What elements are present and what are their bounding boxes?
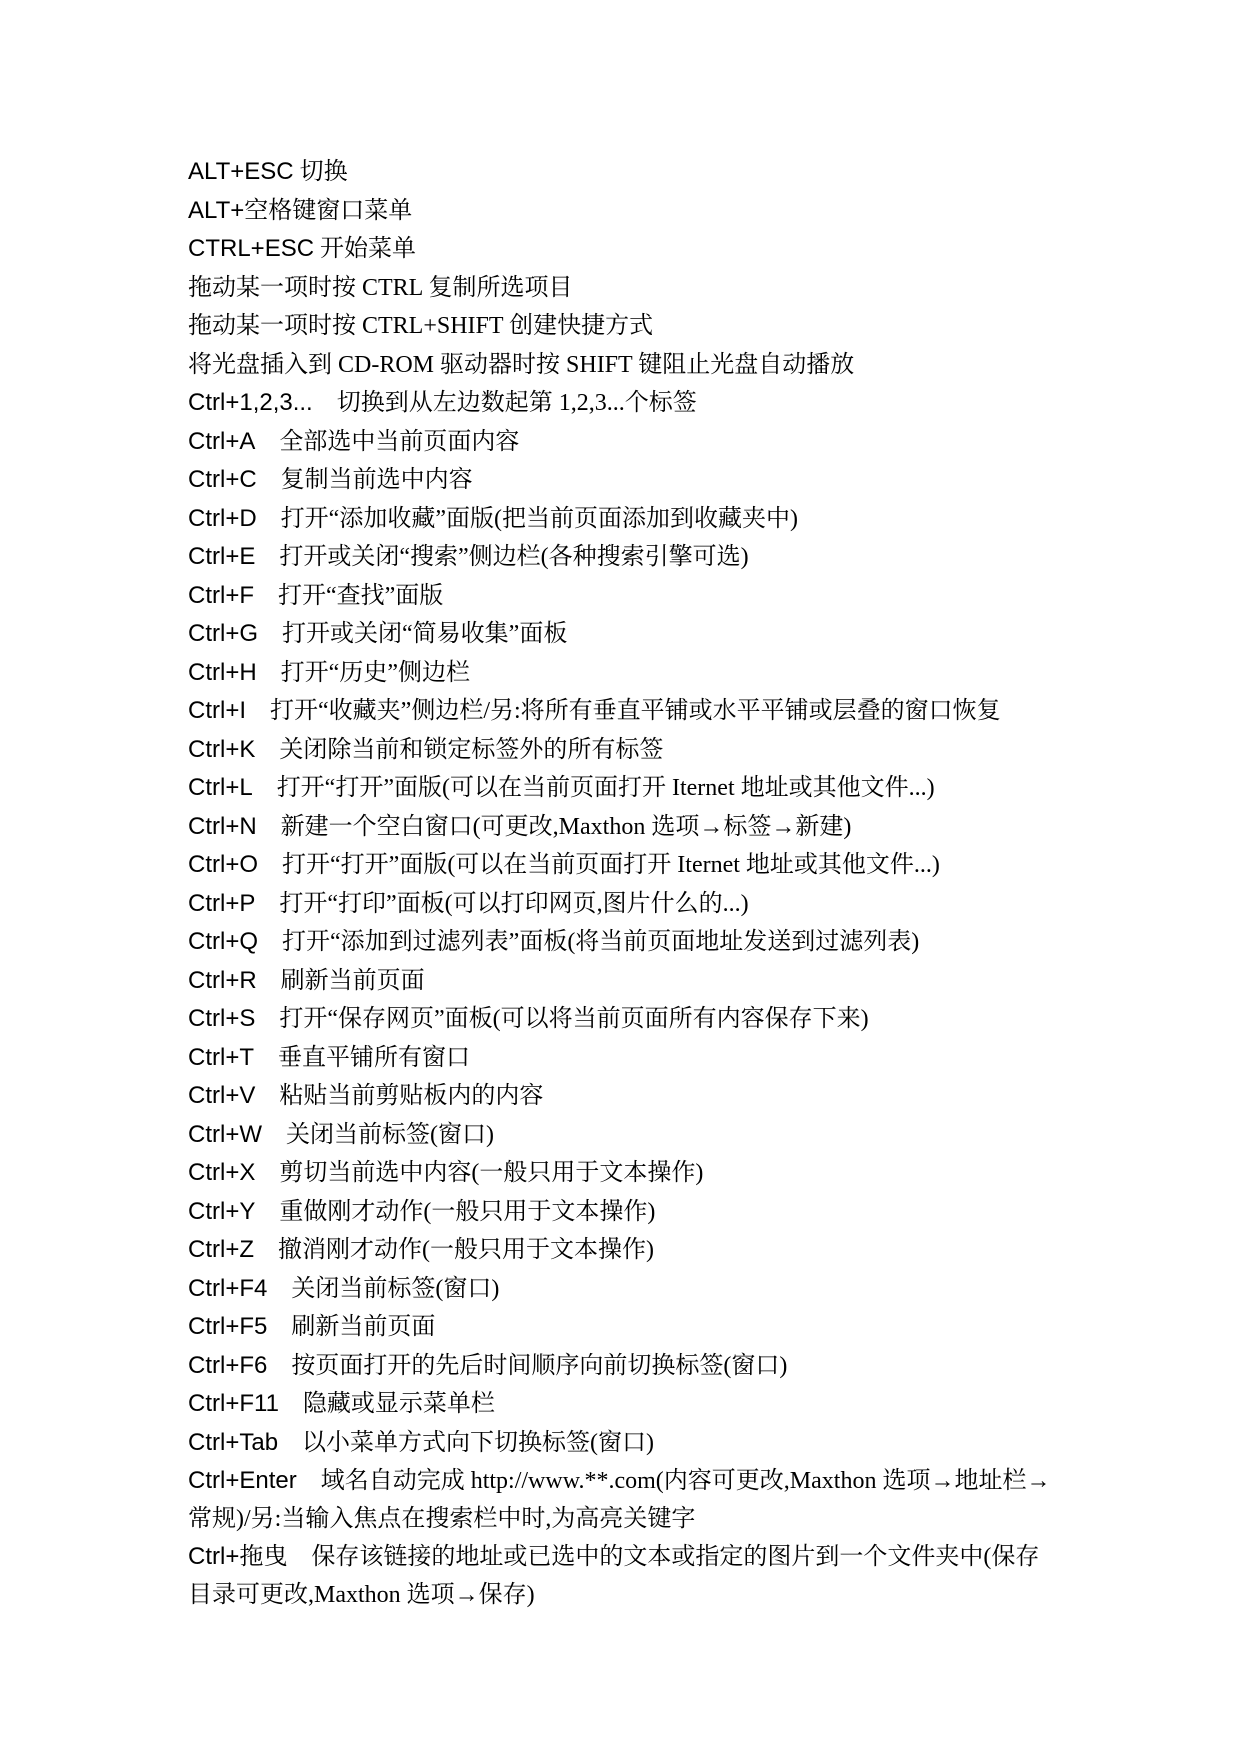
shortcut-line bbox=[188, 731, 1053, 770]
shortcut-line bbox=[188, 1308, 1053, 1347]
shortcut-key: Ctrl+F4 bbox=[188, 1274, 268, 1302]
shortcut-line bbox=[188, 885, 1053, 924]
shortcut-key: Ctrl+ bbox=[188, 1543, 240, 1570]
shortcut-line bbox=[188, 269, 1053, 308]
shortcut-description: 重做刚才动作(一般只用于文本操作) bbox=[255, 1198, 656, 1225]
shortcut-line bbox=[188, 1039, 1053, 1078]
shortcut-line bbox=[188, 230, 1053, 269]
shortcut-key: CTRL+ESC bbox=[188, 235, 315, 262]
shortcut-description: 开始菜单 bbox=[314, 236, 417, 262]
shortcut-description: 关闭除当前和锁定标签外的所有标签 bbox=[255, 736, 664, 763]
shortcut-key: Ctrl+R bbox=[188, 966, 257, 994]
shortcut-key: Ctrl+P bbox=[188, 889, 256, 917]
shortcut-description: 关闭当前标签(窗口) bbox=[262, 1121, 494, 1148]
shortcut-key: Ctrl+G bbox=[188, 620, 259, 647]
shortcut-description: 打开“打印”面板(可以打印网页,图片什么的...) bbox=[255, 890, 749, 917]
shortcut-key: Ctrl+F5 bbox=[188, 1313, 268, 1340]
shortcut-key: Ctrl+S bbox=[188, 1005, 256, 1032]
shortcut-key: ALT+ESC bbox=[188, 158, 294, 185]
shortcut-line bbox=[188, 923, 1053, 962]
shortcut-description: 打开“查找”面版 bbox=[254, 582, 444, 609]
shortcut-description: 打开“历史”侧边栏 bbox=[256, 659, 470, 686]
shortcut-key: Ctrl+H bbox=[188, 658, 257, 686]
shortcut-description: 切换到从左边数起第 1,2,3...个标签 bbox=[312, 390, 697, 416]
shortcut-line bbox=[188, 423, 1053, 462]
shortcut-key: Ctrl+A bbox=[188, 427, 256, 455]
shortcut-key: Ctrl+F bbox=[188, 581, 254, 609]
shortcut-description: 新建一个空白窗口(可更改,Maxthon 选项→标签→新建) bbox=[256, 813, 852, 840]
shortcut-description: 打开或关闭“简易收集”面板 bbox=[258, 621, 568, 647]
shortcut-description: 复制当前选中内容 bbox=[256, 467, 473, 493]
shortcut-key: Ctrl+E bbox=[188, 543, 256, 570]
shortcut-line bbox=[188, 1270, 1053, 1309]
shortcut-key: Ctrl+Tab bbox=[188, 1428, 279, 1456]
shortcut-key: Ctrl+F6 bbox=[188, 1351, 268, 1379]
shortcut-description: 粘贴当前剪贴板内的内容 bbox=[255, 1083, 544, 1109]
shortcut-line bbox=[188, 615, 1053, 654]
shortcut-key: Ctrl+N bbox=[188, 812, 257, 840]
shortcut-description: 打开“添加收藏”面版(把当前页面添加到收藏夹中) bbox=[256, 505, 798, 532]
shortcut-description: 剪切当前选中内容(一般只用于文本操作) bbox=[255, 1160, 704, 1186]
shortcut-key: Ctrl+X bbox=[188, 1159, 256, 1186]
shortcut-line bbox=[188, 1193, 1053, 1232]
shortcut-key: Ctrl+V bbox=[188, 1082, 256, 1109]
shortcut-description: 垂直平铺所有窗口 bbox=[254, 1044, 470, 1071]
shortcut-line bbox=[188, 808, 1053, 847]
shortcut-description: 拖曳 保存该链接的地址或已选中的文本或指定的图片到一个文件夹中(保存目录可更改,Maxthon 选项→保存) bbox=[188, 1544, 1040, 1608]
shortcut-description: 打开“保存网页”面板(可以将当前页面所有内容保存下来) bbox=[255, 1006, 869, 1032]
shortcut-line bbox=[188, 1000, 1053, 1039]
shortcut-line bbox=[188, 1077, 1053, 1116]
shortcut-line bbox=[188, 1154, 1053, 1193]
shortcut-line bbox=[188, 538, 1053, 577]
shortcut-description: 刷新当前页面 bbox=[256, 967, 425, 994]
shortcut-line bbox=[188, 1538, 1053, 1614]
shortcut-key: Ctrl+Z bbox=[188, 1236, 254, 1263]
shortcut-description: 以小菜单方式向下切换标签(窗口) bbox=[278, 1429, 655, 1456]
shortcut-key: Ctrl+C bbox=[188, 466, 257, 493]
shortcut-key: Ctrl+T bbox=[188, 1043, 254, 1071]
shortcut-description: 打开“收藏夹”侧边栏/另:将所有垂直平铺或水平平铺或层叠的窗口恢复 bbox=[246, 698, 1001, 724]
shortcut-key: Ctrl+Y bbox=[188, 1197, 256, 1225]
shortcut-line bbox=[188, 500, 1053, 539]
shortcut-line bbox=[188, 769, 1053, 808]
shortcut-description: 按页面打开的先后时间顺序向前切换标签(窗口) bbox=[267, 1352, 788, 1379]
shortcut-description: 空格键窗口菜单 bbox=[244, 197, 413, 224]
shortcut-line bbox=[188, 1347, 1053, 1386]
shortcut-description: 打开“添加到过滤列表”面板(将当前页面地址发送到过滤列表) bbox=[258, 929, 920, 955]
shortcut-line bbox=[188, 1116, 1053, 1155]
shortcut-description: 刷新当前页面 bbox=[267, 1314, 436, 1340]
shortcut-line bbox=[188, 962, 1053, 1001]
shortcut-key: Ctrl+I bbox=[188, 697, 247, 724]
shortcut-key: Ctrl+K bbox=[188, 735, 256, 763]
shortcut-description: 域名自动完成 http://www.**.com(内容可更改,Maxthon 选项→地址栏→常规)/另:当输入焦点在搜索栏中时,为高亮关键字 bbox=[188, 1468, 1051, 1532]
shortcut-description: 将光盘插入到 CD-ROM 驱动器时按 SHIFT 键阻止光盘自动播放 bbox=[188, 351, 855, 378]
shortcut-description: 隐藏或显示菜单栏 bbox=[278, 1391, 495, 1417]
shortcut-key: Ctrl+1,2,3... bbox=[188, 389, 313, 416]
shortcut-key: Ctrl+D bbox=[188, 504, 257, 532]
shortcut-list bbox=[188, 153, 1053, 1614]
shortcut-line bbox=[188, 1424, 1053, 1463]
shortcut-line bbox=[188, 384, 1053, 423]
shortcut-line bbox=[188, 307, 1053, 346]
shortcut-description: 打开“打开”面版(可以在当前页面打开 Iternet 地址或其他文件...) bbox=[252, 775, 935, 801]
shortcut-line bbox=[188, 1462, 1053, 1538]
shortcut-line bbox=[188, 192, 1053, 231]
shortcut-line bbox=[188, 654, 1053, 693]
shortcut-line bbox=[188, 1231, 1053, 1270]
shortcut-line bbox=[188, 346, 1053, 385]
shortcut-description: 全部选中当前页面内容 bbox=[255, 428, 520, 455]
shortcut-line bbox=[188, 461, 1053, 500]
shortcut-description: 打开或关闭“搜索”侧边栏(各种搜索引擎可选) bbox=[255, 544, 749, 570]
shortcut-description: 拖动某一项时按 CTRL+SHIFT 创建快捷方式 bbox=[188, 313, 654, 339]
shortcut-line bbox=[188, 577, 1053, 616]
shortcut-line bbox=[188, 692, 1053, 731]
shortcut-description: 关闭当前标签(窗口) bbox=[267, 1275, 500, 1302]
shortcut-key: ALT+ bbox=[188, 196, 245, 224]
shortcut-description: 撤消刚才动作(一般只用于文本操作) bbox=[254, 1237, 654, 1263]
shortcut-key: Ctrl+O bbox=[188, 851, 259, 878]
shortcut-key: Ctrl+Enter bbox=[188, 1467, 297, 1494]
shortcut-description: 打开“打开”面版(可以在当前页面打开 Iternet 地址或其他文件...) bbox=[258, 852, 940, 878]
shortcut-key: Ctrl+Q bbox=[188, 928, 259, 955]
shortcut-key: Ctrl+W bbox=[188, 1120, 262, 1148]
shortcut-description: 切换 bbox=[293, 159, 348, 185]
shortcut-line bbox=[188, 846, 1053, 885]
shortcut-description: 拖动某一项时按 CTRL 复制所选项目 bbox=[188, 274, 573, 301]
shortcut-key: Ctrl+F11 bbox=[188, 1390, 279, 1417]
shortcut-line bbox=[188, 153, 1053, 192]
shortcut-line bbox=[188, 1385, 1053, 1424]
shortcut-key: Ctrl+L bbox=[188, 774, 253, 801]
